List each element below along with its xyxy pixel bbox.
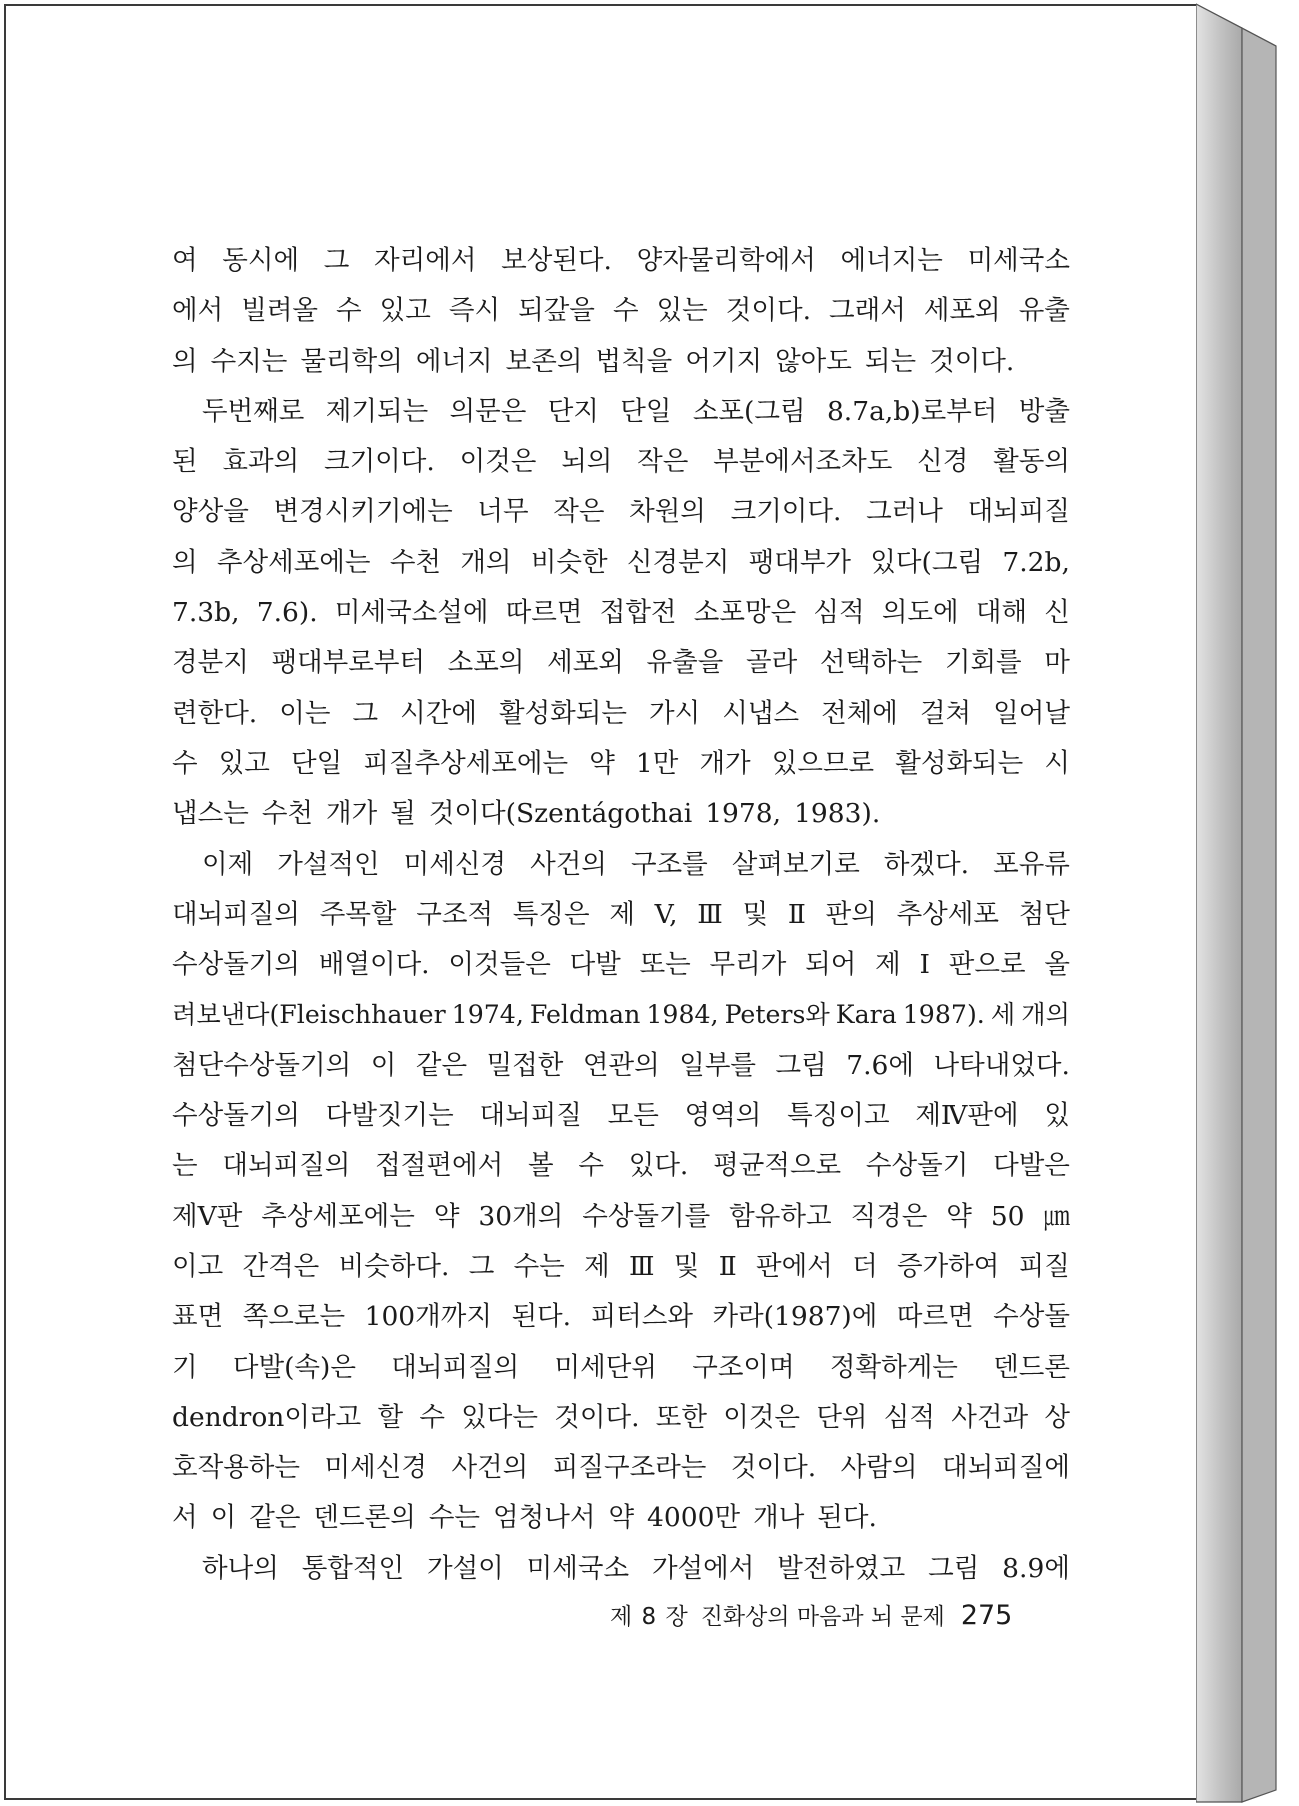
- text-line: dendron이라고 할 수 있다는 것이다. 또한 이것은 단위 심적 사건과 상: [172, 1401, 1070, 1433]
- text-line: 서 이 같은 덴드론의 수는 엄청나서 약 4000만 개나 된다.: [172, 1502, 877, 1534]
- text-line: 기 다발(속)은 대뇌피질의 미세단위 구조이며 정확하게는 덴드론: [172, 1351, 1070, 1383]
- running-footer: [610, 1598, 1040, 1631]
- text-line: 호작용하는 미세신경 사건의 피질구조라는 것이다. 사람의 대뇌피질에: [172, 1452, 1070, 1484]
- text-line: 냅스는 수천 개가 될 것이다(Szentágothai 1978, 1983).: [172, 798, 881, 830]
- text-line: 두번째로 제기되는 의문은 단지 단일 소포(그림 8.7a,b)로부터 방출: [202, 395, 1070, 427]
- text-line: 의 추상세포에는 수천 개의 비슷한 신경분지 팽대부가 있다(그림 7.2b,: [172, 546, 1070, 578]
- text-line: 7.3b, 7.6). 미세국소설에 따르면 접합전 소포망은 심적 의도에 대해 신: [172, 597, 1070, 629]
- chapter-label: 제 8 장: [610, 1604, 689, 1630]
- book-page: [4, 4, 1196, 1800]
- text-line: 양상을 변경시키기에는 너무 작은 차원의 크기이다. 그러나 대뇌피질: [172, 496, 1070, 528]
- chapter-title: 진화상의 마음과 뇌 문제: [700, 1604, 945, 1630]
- text-line: 제V판 추상세포에는 약 30개의 수상돌기를 함유하고 직경은 약 50 ㎛: [172, 1200, 1070, 1232]
- text-line: 경분지 팽대부로부터 소포의 세포외 유출을 골라 선택하는 기회를 마: [172, 647, 1070, 679]
- text-line: 첨단수상돌기의 이 같은 밀접한 연관의 일부를 그림 7.6에 나타내었다.: [172, 1049, 1070, 1081]
- text-line: 여 동시에 그 자리에서 보상된다. 양자물리학에서 에너지는 미세국소: [172, 245, 1070, 276]
- text-line: 된 효과의 크기이다. 이것은 뇌의 작은 부분에서조차도 신경 활동의: [172, 446, 1070, 478]
- text-line: 의 수지는 물리학의 에너지 보존의 법칙을 어기지 않아도 되는 것이다.: [172, 345, 1015, 377]
- page-number: 275: [960, 1600, 1013, 1631]
- text-line: 수 있고 단일 피질추상세포에는 약 1만 개가 있으므로 활성화되는 시: [172, 747, 1070, 779]
- text-line: 수상돌기의 다발짓기는 대뇌피질 모든 영역의 특징이고 제Ⅳ판에 있: [172, 1100, 1070, 1132]
- text-line: 려보낸다(Fleischhauer 1974, Feldman 1984, Peters와 Kara 1987). 세 개의: [172, 1000, 1070, 1030]
- text-line: 에서 빌려올 수 있고 즉시 되갚을 수 있는 것이다. 그래서 세포외 유출: [172, 295, 1070, 327]
- text-line: 련한다. 이는 그 시간에 활성화되는 가시 시냅스 전체에 걸쳐 일어날: [172, 697, 1070, 729]
- text-line: 하나의 통합적인 가설이 미세국소 가설에서 발전하였고 그림 8.9에: [202, 1552, 1070, 1584]
- page-edge-shadow: [1196, 0, 1282, 1806]
- text-line: 수상돌기의 배열이다. 이것들은 다발 또는 무리가 되어 제 I 판으로 올: [172, 949, 1070, 981]
- text-line: 대뇌피질의 주목할 구조적 특징은 제 V, Ⅲ 및 Ⅱ 판의 추상세포 첨단: [172, 898, 1070, 930]
- body-text: [172, 236, 1070, 1594]
- text-line: 이제 가설적인 미세신경 사건의 구조를 살펴보기로 하겠다. 포유류: [202, 848, 1070, 880]
- text-line: 는 대뇌피질의 접절편에서 볼 수 있다. 평균적으로 수상돌기 다발은: [172, 1150, 1070, 1182]
- text-line: 표면 쪽으로는 100개까지 된다. 피터스와 카라(1987)에 따르면 수상돌: [172, 1301, 1070, 1333]
- text-line: 이고 간격은 비슷하다. 그 수는 제 Ⅲ 및 Ⅱ 판에서 더 증가하여 피질: [172, 1250, 1070, 1282]
